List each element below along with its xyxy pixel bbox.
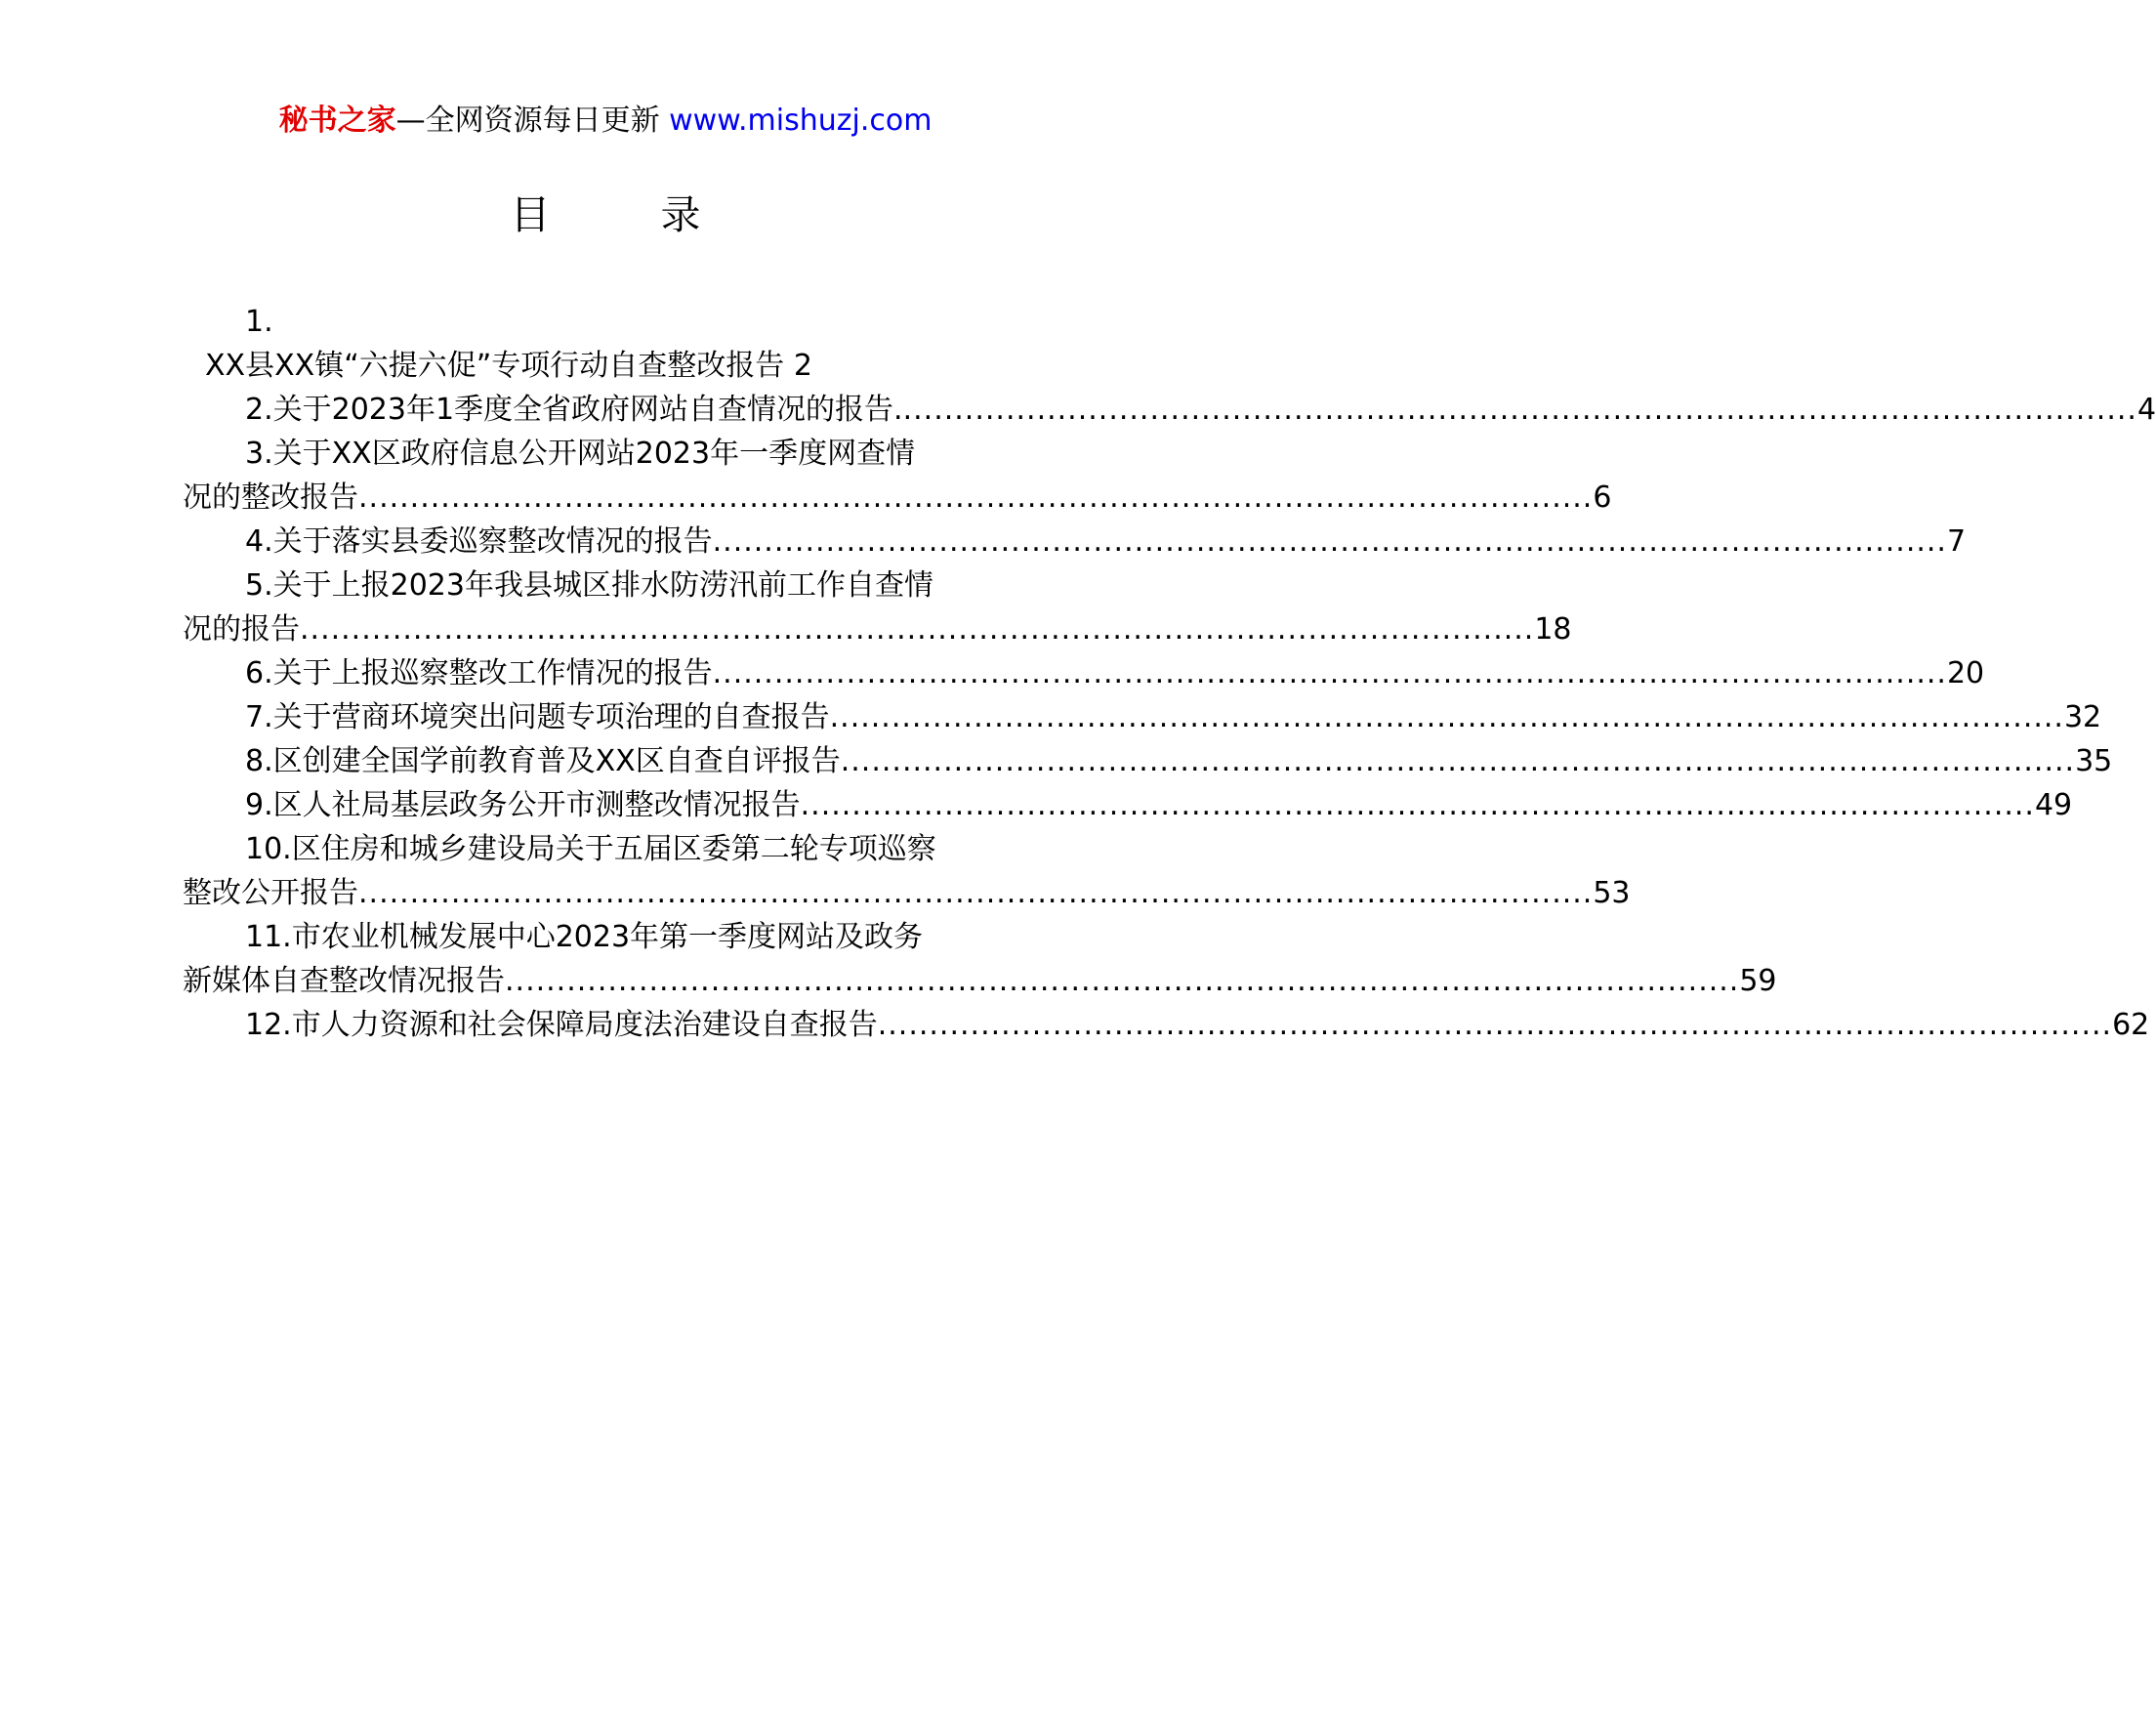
toc-entry[interactable] (183, 300, 1028, 388)
toc-entry[interactable] (183, 915, 1777, 1003)
toc-entry-page: 35 (2075, 744, 2113, 778)
table-of-contents (183, 300, 2156, 1047)
toc-leader-dots: ........................................................................................................................ (712, 524, 1947, 559)
toc-entry-title: XX县XX镇“六提六促”专项行动自查整改报告 (205, 349, 785, 383)
toc-entry-title: 7.关于营商环境突出问题专项治理的自查报告 (245, 700, 830, 734)
toc-entry-title: 9.区人社局基层政务公开市测整改情况报告 (245, 788, 801, 822)
header-slogan: —全网资源每日更新 (395, 104, 660, 138)
toc-entry[interactable] (183, 827, 1631, 915)
toc-entry-page: 62 (2112, 1008, 2150, 1042)
toc-entry-title-line1: 10.区住房和城乡建设局关于五届区委第二轮专项巡察 (245, 832, 936, 866)
toc-leader-dots: ........................................................................................................................ (840, 744, 2076, 778)
toc-entry-page: 2 (793, 349, 812, 383)
toc-leader-dots: ........................................................................................................................ (505, 964, 1740, 998)
toc-entry-title: 2.关于2023年1季度全省政府网站自查情况的报告. (245, 393, 903, 427)
toc-entry-page: 6 (1593, 480, 1612, 515)
toc-entry-title-line2: 况的整改报告 (183, 480, 358, 515)
site-header (0, 102, 1211, 141)
toc-entry-page: 32 (2063, 700, 2102, 734)
toc-leader-dots: ........................................................................................................................ (829, 700, 2064, 734)
toc-entry[interactable] (183, 388, 2156, 432)
toc-entry[interactable] (183, 1003, 2150, 1047)
brand-name[interactable]: 秘书之家 (278, 104, 396, 138)
toc-entry[interactable] (183, 432, 1612, 520)
toc-entry-title-line2: 况的报告 (183, 612, 300, 647)
toc-entry-page: 53 (1593, 876, 1631, 910)
toc-entry-page: 20 (1946, 656, 1985, 690)
toc-entry[interactable] (183, 564, 1572, 651)
toc-entry-page: 59 (1739, 964, 1777, 998)
toc-entry-title: 4.关于落实县委巡察整改情况的报告 (245, 524, 713, 559)
toc-entry-title: 6.关于上报巡察整改工作情况的报告 (245, 656, 713, 690)
toc-leader-dots: ........................................................................................................................ (358, 876, 1594, 910)
toc-leader-dots: ........................................................................................................................ (902, 393, 2137, 427)
toc-entry-page: 49 (2034, 788, 2073, 822)
toc-entry-page: 18 (1534, 612, 1572, 647)
toc-leader-dots: ........................................................................................................................ (300, 612, 1535, 647)
toc-entry-page: 4 (2136, 393, 2156, 427)
toc-entry-title-line2: 新媒体自查整改情况报告 (183, 964, 505, 998)
toc-entry[interactable] (183, 783, 2073, 827)
toc-entry-body (183, 344, 1028, 388)
toc-leader-dots: ........................................................................................................................ (800, 788, 2035, 822)
toc-entry[interactable] (183, 695, 2102, 739)
toc-entry-title-line1: 11.市农业机械发展中心2023年第一季度网站及政务 (245, 920, 924, 954)
toc-entry-title: 12.市人力资源和社会保障局度法治建设自查报告 (245, 1008, 878, 1042)
toc-leader-dots: ........................................................................................................................ (877, 1008, 2113, 1042)
toc-leader-dots: ........................................................................................................................ (358, 480, 1594, 515)
page-title: 目 录 (510, 191, 750, 238)
toc-leader-dots: ........................................................................................................................ (712, 656, 1947, 690)
toc-entry-number: 1. (245, 305, 273, 339)
site-url-link[interactable]: www.mishuzj.com (669, 104, 933, 138)
toc-entry[interactable] (183, 651, 1985, 695)
toc-entry-title-line1: 5.关于上报2023年我县城区排水防涝汛前工作自查情 (245, 568, 933, 603)
toc-entry-title-line2: 整改公开报告 (183, 876, 358, 910)
toc-entry[interactable] (183, 739, 2113, 783)
toc-entry[interactable] (183, 520, 1967, 564)
toc-entry-title: 8.区创建全国学前教育普及XX区自查自评报告 (245, 744, 841, 778)
toc-entry-title-line1: 3.关于XX区政府信息公开网站2023年一季度网查情 (245, 437, 916, 471)
toc-entry-page: 7 (1946, 524, 1967, 559)
